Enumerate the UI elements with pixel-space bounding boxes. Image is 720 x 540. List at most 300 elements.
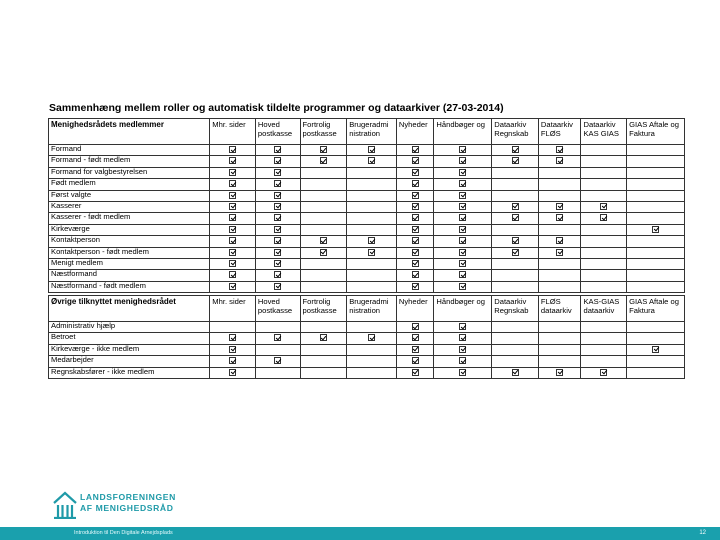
access-cell bbox=[434, 179, 492, 190]
table-row bbox=[49, 333, 685, 344]
logo-line-2: AF MENIGHEDSRÅD bbox=[80, 503, 174, 513]
access-cell bbox=[434, 145, 492, 156]
checkbox-checked-icon bbox=[320, 237, 327, 244]
access-cell bbox=[210, 344, 256, 355]
access-cell bbox=[581, 258, 627, 269]
access-cell bbox=[210, 333, 256, 344]
access-cell bbox=[210, 356, 256, 367]
table-row bbox=[49, 281, 685, 292]
checkbox-checked-icon bbox=[274, 249, 281, 256]
checkbox-checked-icon bbox=[274, 271, 281, 278]
access-cell bbox=[434, 322, 492, 333]
checkbox-checked-icon bbox=[412, 369, 419, 376]
access-cell bbox=[434, 236, 492, 247]
access-cell bbox=[255, 236, 300, 247]
access-cell bbox=[347, 179, 397, 190]
access-cell bbox=[255, 356, 300, 367]
access-cell bbox=[627, 322, 685, 333]
checkbox-checked-icon bbox=[459, 369, 466, 376]
access-cell bbox=[538, 356, 581, 367]
access-cell bbox=[300, 145, 347, 156]
checkbox-checked-icon bbox=[600, 203, 607, 210]
access-cell bbox=[396, 224, 434, 235]
access-cell bbox=[538, 167, 581, 178]
column-header: Håndbøger og bbox=[434, 296, 492, 322]
checkbox-checked-icon bbox=[512, 369, 519, 376]
column-header: Nyheder bbox=[396, 296, 434, 322]
access-cell bbox=[538, 270, 581, 281]
column-header: FLØS dataarkiv bbox=[538, 296, 581, 322]
access-cell bbox=[434, 247, 492, 258]
access-cell bbox=[347, 281, 397, 292]
access-cell bbox=[538, 201, 581, 212]
table-row bbox=[49, 156, 685, 167]
checkbox-checked-icon bbox=[274, 169, 281, 176]
roles-table-members bbox=[48, 118, 685, 293]
access-cell bbox=[396, 344, 434, 355]
access-cell bbox=[492, 281, 539, 292]
page-number: 12 bbox=[699, 530, 706, 536]
access-cell bbox=[300, 201, 347, 212]
access-cell bbox=[581, 236, 627, 247]
access-cell bbox=[627, 281, 685, 292]
checkbox-checked-icon bbox=[274, 334, 281, 341]
checkbox-checked-icon bbox=[600, 369, 607, 376]
access-cell bbox=[492, 333, 539, 344]
checkbox-checked-icon bbox=[556, 249, 563, 256]
checkbox-checked-icon bbox=[412, 203, 419, 210]
access-cell bbox=[434, 367, 492, 378]
access-cell bbox=[538, 179, 581, 190]
access-cell bbox=[210, 145, 256, 156]
access-cell bbox=[627, 333, 685, 344]
checkbox-checked-icon bbox=[412, 271, 419, 278]
checkbox-checked-icon bbox=[368, 146, 375, 153]
access-cell bbox=[538, 281, 581, 292]
role-label: Kontaktperson - født medlem bbox=[49, 247, 210, 258]
checkbox-checked-icon bbox=[229, 180, 236, 187]
access-cell bbox=[347, 247, 397, 258]
column-header: Dataarkiv FLØS bbox=[538, 119, 581, 145]
checkbox-checked-icon bbox=[412, 357, 419, 364]
column-header: Fortrolig postkasse bbox=[300, 296, 347, 322]
checkbox-checked-icon bbox=[556, 369, 563, 376]
access-cell bbox=[434, 167, 492, 178]
table-row bbox=[49, 344, 685, 355]
table-row bbox=[49, 236, 685, 247]
checkbox-checked-icon bbox=[459, 203, 466, 210]
footer-bar bbox=[0, 527, 720, 540]
access-cell bbox=[492, 190, 539, 201]
table-row bbox=[49, 145, 685, 156]
checkbox-checked-icon bbox=[459, 249, 466, 256]
access-cell bbox=[255, 156, 300, 167]
access-cell bbox=[434, 201, 492, 212]
role-label: Kasserer bbox=[49, 201, 210, 212]
checkbox-checked-icon bbox=[412, 323, 419, 330]
access-cell bbox=[347, 258, 397, 269]
table-row bbox=[49, 190, 685, 201]
access-cell bbox=[627, 190, 685, 201]
access-cell bbox=[434, 344, 492, 355]
role-label: Kontaktperson bbox=[49, 236, 210, 247]
column-header: GIAS Aftale og Faktura bbox=[627, 296, 685, 322]
table-header-row bbox=[49, 296, 685, 322]
access-cell bbox=[581, 281, 627, 292]
access-cell bbox=[396, 201, 434, 212]
checkbox-checked-icon bbox=[512, 249, 519, 256]
access-cell bbox=[396, 167, 434, 178]
checkbox-checked-icon bbox=[412, 237, 419, 244]
access-cell bbox=[210, 224, 256, 235]
access-cell bbox=[347, 367, 397, 378]
checkbox-checked-icon bbox=[229, 260, 236, 267]
access-cell bbox=[538, 322, 581, 333]
access-cell bbox=[492, 367, 539, 378]
checkbox-checked-icon bbox=[229, 346, 236, 353]
access-cell bbox=[255, 322, 300, 333]
access-cell bbox=[492, 344, 539, 355]
access-cell bbox=[396, 213, 434, 224]
access-cell bbox=[492, 236, 539, 247]
table-row bbox=[49, 224, 685, 235]
column-header: Mhr. sider bbox=[210, 119, 256, 145]
role-label: Født medlem bbox=[49, 179, 210, 190]
access-cell bbox=[581, 145, 627, 156]
access-cell bbox=[627, 156, 685, 167]
checkbox-checked-icon bbox=[320, 334, 327, 341]
access-cell bbox=[627, 356, 685, 367]
access-cell bbox=[255, 344, 300, 355]
table-header-row bbox=[49, 119, 685, 145]
checkbox-checked-icon bbox=[412, 180, 419, 187]
access-cell bbox=[581, 333, 627, 344]
checkbox-checked-icon bbox=[412, 260, 419, 267]
checkbox-checked-icon bbox=[512, 237, 519, 244]
access-cell bbox=[396, 356, 434, 367]
checkbox-checked-icon bbox=[229, 357, 236, 364]
column-header: Hoved postkasse bbox=[255, 119, 300, 145]
checkbox-checked-icon bbox=[274, 283, 281, 290]
table-row bbox=[49, 201, 685, 212]
access-cell bbox=[492, 247, 539, 258]
access-cell bbox=[300, 258, 347, 269]
access-cell bbox=[581, 190, 627, 201]
role-label: Formand for valgbestyrelsen bbox=[49, 167, 210, 178]
column-header: Dataarkiv Regnskab bbox=[492, 119, 539, 145]
access-cell bbox=[581, 247, 627, 258]
column-header: Brugeradmi nistration bbox=[347, 296, 397, 322]
access-cell bbox=[627, 179, 685, 190]
access-cell bbox=[210, 367, 256, 378]
checkbox-checked-icon bbox=[229, 249, 236, 256]
checkbox-checked-icon bbox=[229, 169, 236, 176]
column-header: Dataarkiv KAS GIAS bbox=[581, 119, 627, 145]
access-cell bbox=[347, 344, 397, 355]
checkbox-checked-icon bbox=[459, 237, 466, 244]
access-cell bbox=[300, 190, 347, 201]
checkbox-checked-icon bbox=[459, 346, 466, 353]
table-row bbox=[49, 167, 685, 178]
access-cell bbox=[492, 145, 539, 156]
access-cell bbox=[255, 258, 300, 269]
checkbox-checked-icon bbox=[459, 283, 466, 290]
access-cell bbox=[255, 167, 300, 178]
table-row bbox=[49, 258, 685, 269]
checkbox-checked-icon bbox=[229, 334, 236, 341]
access-cell bbox=[255, 179, 300, 190]
access-cell bbox=[492, 224, 539, 235]
checkbox-checked-icon bbox=[274, 357, 281, 364]
access-cell bbox=[396, 179, 434, 190]
access-cell bbox=[347, 190, 397, 201]
checkbox-checked-icon bbox=[556, 146, 563, 153]
checkbox-checked-icon bbox=[368, 334, 375, 341]
access-cell bbox=[347, 224, 397, 235]
access-cell bbox=[255, 367, 300, 378]
organization-logo bbox=[52, 491, 212, 521]
access-cell bbox=[492, 156, 539, 167]
access-cell bbox=[210, 179, 256, 190]
access-cell bbox=[396, 145, 434, 156]
role-label: Kasserer - født medlem bbox=[49, 213, 210, 224]
column-header: Hoved postkasse bbox=[255, 296, 300, 322]
checkbox-checked-icon bbox=[459, 357, 466, 364]
checkbox-checked-icon bbox=[512, 214, 519, 221]
checkbox-checked-icon bbox=[459, 260, 466, 267]
access-cell bbox=[627, 367, 685, 378]
access-cell bbox=[300, 333, 347, 344]
checkbox-checked-icon bbox=[412, 283, 419, 290]
access-cell bbox=[255, 201, 300, 212]
access-cell bbox=[210, 201, 256, 212]
checkbox-checked-icon bbox=[459, 271, 466, 278]
access-cell bbox=[434, 190, 492, 201]
table-row bbox=[49, 356, 685, 367]
access-cell bbox=[300, 179, 347, 190]
access-cell bbox=[434, 356, 492, 367]
checkbox-checked-icon bbox=[229, 369, 236, 376]
access-cell bbox=[581, 367, 627, 378]
checkbox-checked-icon bbox=[229, 157, 236, 164]
access-cell bbox=[581, 344, 627, 355]
access-cell bbox=[210, 190, 256, 201]
access-cell bbox=[581, 156, 627, 167]
checkbox-checked-icon bbox=[412, 146, 419, 153]
checkbox-checked-icon bbox=[229, 271, 236, 278]
access-cell bbox=[492, 270, 539, 281]
access-cell bbox=[300, 344, 347, 355]
access-cell bbox=[300, 356, 347, 367]
checkbox-checked-icon bbox=[368, 249, 375, 256]
access-cell bbox=[300, 236, 347, 247]
access-cell bbox=[210, 236, 256, 247]
checkbox-checked-icon bbox=[556, 237, 563, 244]
access-cell bbox=[255, 213, 300, 224]
access-cell bbox=[210, 247, 256, 258]
access-cell bbox=[492, 356, 539, 367]
access-cell bbox=[396, 236, 434, 247]
access-cell bbox=[300, 247, 347, 258]
checkbox-checked-icon bbox=[556, 203, 563, 210]
checkbox-checked-icon bbox=[274, 226, 281, 233]
access-cell bbox=[300, 224, 347, 235]
access-cell bbox=[434, 213, 492, 224]
access-cell bbox=[538, 213, 581, 224]
access-cell bbox=[538, 258, 581, 269]
checkbox-checked-icon bbox=[459, 334, 466, 341]
access-cell bbox=[627, 213, 685, 224]
role-label: Formand - født medlem bbox=[49, 156, 210, 167]
access-cell bbox=[347, 322, 397, 333]
access-cell bbox=[538, 333, 581, 344]
access-cell bbox=[581, 201, 627, 212]
role-label: Næstformand - født medlem bbox=[49, 281, 210, 292]
checkbox-checked-icon bbox=[274, 203, 281, 210]
table-row bbox=[49, 179, 685, 190]
roles-table-others bbox=[48, 295, 685, 379]
checkbox-checked-icon bbox=[368, 157, 375, 164]
access-cell bbox=[492, 201, 539, 212]
checkbox-checked-icon bbox=[412, 346, 419, 353]
table-row bbox=[49, 247, 685, 258]
access-cell bbox=[347, 213, 397, 224]
checkbox-checked-icon bbox=[320, 249, 327, 256]
access-cell bbox=[538, 344, 581, 355]
checkbox-checked-icon bbox=[459, 214, 466, 221]
access-cell bbox=[255, 281, 300, 292]
access-cell bbox=[627, 201, 685, 212]
checkbox-checked-icon bbox=[512, 203, 519, 210]
access-cell bbox=[300, 167, 347, 178]
checkbox-checked-icon bbox=[229, 203, 236, 210]
access-cell bbox=[581, 270, 627, 281]
access-cell bbox=[581, 224, 627, 235]
table-section-header: Menighedsrådets medlemmer bbox=[49, 119, 210, 145]
access-cell bbox=[627, 344, 685, 355]
checkbox-checked-icon bbox=[652, 226, 659, 233]
checkbox-checked-icon bbox=[320, 157, 327, 164]
role-label: Kirkeværge - ikke medlem bbox=[49, 344, 210, 355]
access-cell bbox=[300, 367, 347, 378]
checkbox-checked-icon bbox=[459, 180, 466, 187]
role-label: Formand bbox=[49, 145, 210, 156]
table-row bbox=[49, 367, 685, 378]
access-cell bbox=[396, 258, 434, 269]
access-cell bbox=[255, 145, 300, 156]
checkbox-checked-icon bbox=[412, 192, 419, 199]
checkbox-checked-icon bbox=[412, 249, 419, 256]
checkbox-checked-icon bbox=[274, 237, 281, 244]
checkbox-checked-icon bbox=[412, 157, 419, 164]
access-cell bbox=[300, 270, 347, 281]
access-cell bbox=[255, 333, 300, 344]
access-cell bbox=[581, 167, 627, 178]
access-cell bbox=[538, 145, 581, 156]
access-cell bbox=[255, 190, 300, 201]
access-cell bbox=[347, 236, 397, 247]
access-cell bbox=[492, 167, 539, 178]
column-header: Håndbøger og bbox=[434, 119, 492, 145]
access-cell bbox=[347, 333, 397, 344]
access-cell bbox=[492, 213, 539, 224]
access-cell bbox=[434, 156, 492, 167]
access-cell bbox=[396, 156, 434, 167]
access-cell bbox=[492, 179, 539, 190]
access-cell bbox=[627, 270, 685, 281]
checkbox-checked-icon bbox=[459, 146, 466, 153]
checkbox-checked-icon bbox=[556, 214, 563, 221]
checkbox-checked-icon bbox=[368, 237, 375, 244]
access-cell bbox=[492, 322, 539, 333]
column-header: Nyheder bbox=[396, 119, 434, 145]
access-cell bbox=[581, 213, 627, 224]
access-cell bbox=[300, 156, 347, 167]
checkbox-checked-icon bbox=[229, 237, 236, 244]
table-row bbox=[49, 213, 685, 224]
checkbox-checked-icon bbox=[229, 226, 236, 233]
access-cell bbox=[210, 281, 256, 292]
access-cell bbox=[396, 333, 434, 344]
checkbox-checked-icon bbox=[459, 323, 466, 330]
checkbox-checked-icon bbox=[274, 157, 281, 164]
access-cell bbox=[347, 201, 397, 212]
access-cell bbox=[347, 145, 397, 156]
checkbox-checked-icon bbox=[412, 226, 419, 233]
checkbox-checked-icon bbox=[274, 192, 281, 199]
checkbox-checked-icon bbox=[274, 180, 281, 187]
slide-title: Sammenhæng mellem roller og automatisk tildelte programmer og dataarkiver (27-03-2014) bbox=[49, 102, 504, 114]
access-cell bbox=[627, 167, 685, 178]
checkbox-checked-icon bbox=[459, 192, 466, 199]
access-cell bbox=[300, 281, 347, 292]
access-cell bbox=[396, 322, 434, 333]
access-cell bbox=[627, 258, 685, 269]
role-label: Næstformand bbox=[49, 270, 210, 281]
column-header: Fortrolig postkasse bbox=[300, 119, 347, 145]
checkbox-checked-icon bbox=[512, 157, 519, 164]
access-cell bbox=[581, 356, 627, 367]
access-cell bbox=[300, 322, 347, 333]
access-cell bbox=[255, 270, 300, 281]
checkbox-checked-icon bbox=[229, 192, 236, 199]
column-header: Brugeradmi nistration bbox=[347, 119, 397, 145]
checkbox-checked-icon bbox=[459, 169, 466, 176]
access-cell bbox=[347, 167, 397, 178]
role-label: Først valgte bbox=[49, 190, 210, 201]
checkbox-checked-icon bbox=[652, 346, 659, 353]
column-header: Mhr. sider bbox=[210, 296, 256, 322]
checkbox-checked-icon bbox=[459, 157, 466, 164]
access-cell bbox=[538, 224, 581, 235]
access-cell bbox=[581, 179, 627, 190]
access-cell bbox=[538, 156, 581, 167]
role-label: Betroet bbox=[49, 333, 210, 344]
checkbox-checked-icon bbox=[512, 146, 519, 153]
access-cell bbox=[396, 190, 434, 201]
access-cell bbox=[396, 270, 434, 281]
table-section-header: Øvrige tilknyttet menighedsrådet bbox=[49, 296, 210, 322]
checkbox-checked-icon bbox=[274, 146, 281, 153]
role-label: Menigt medlem bbox=[49, 258, 210, 269]
access-cell bbox=[538, 236, 581, 247]
checkbox-checked-icon bbox=[412, 334, 419, 341]
checkbox-checked-icon bbox=[412, 169, 419, 176]
checkbox-checked-icon bbox=[274, 260, 281, 267]
access-cell bbox=[347, 270, 397, 281]
access-cell bbox=[627, 247, 685, 258]
access-cell bbox=[255, 224, 300, 235]
